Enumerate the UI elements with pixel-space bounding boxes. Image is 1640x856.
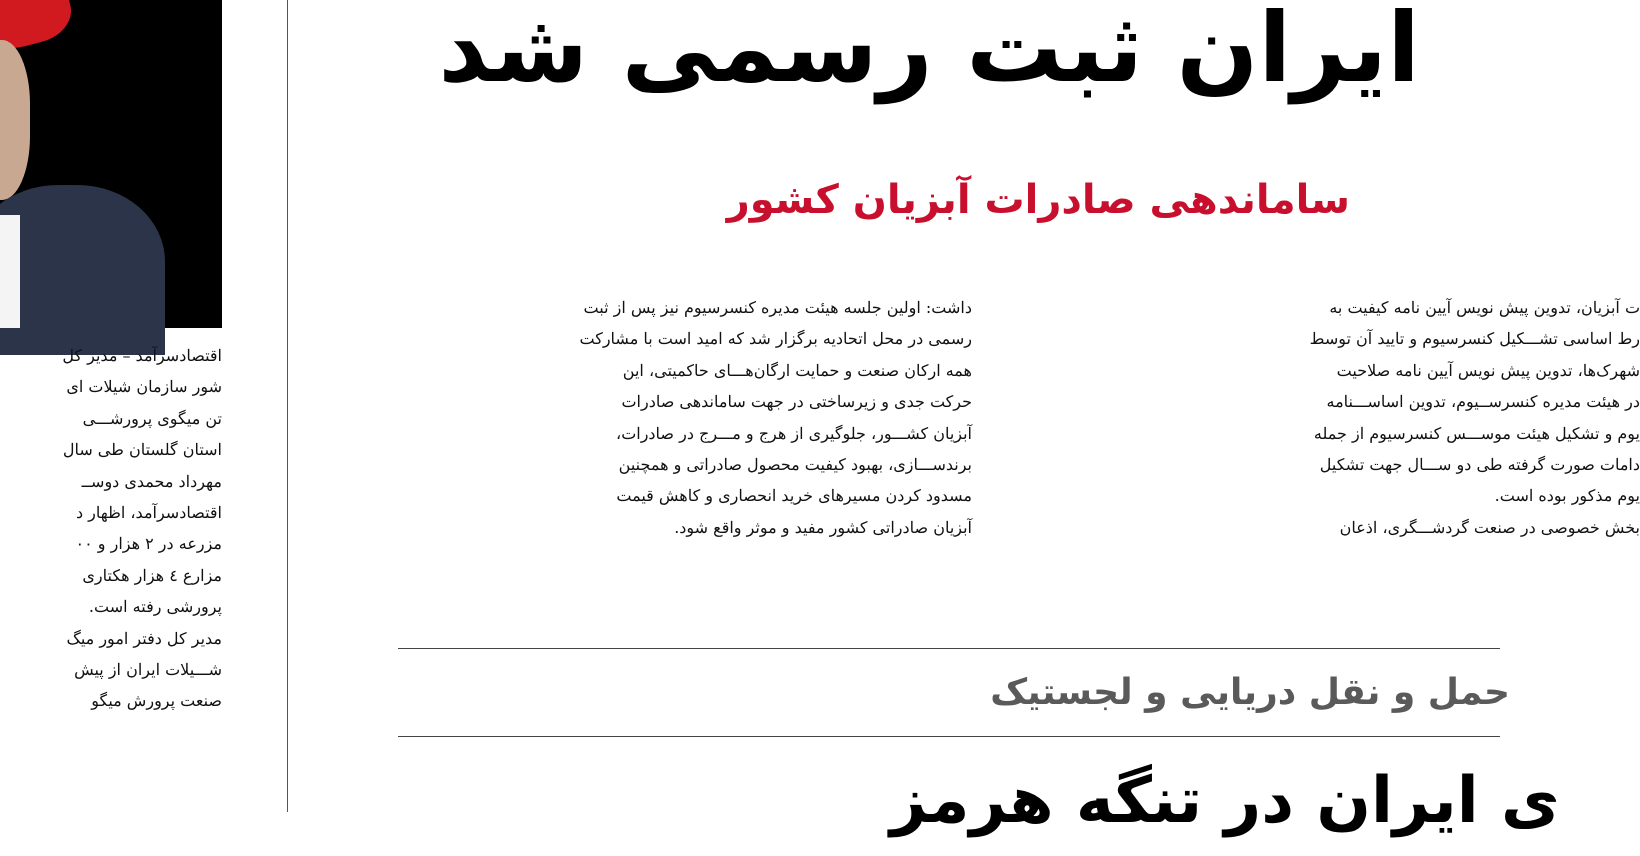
article-line: برندســـازی، بهبود کیفیت محصول صادراتی و همچنین: [618, 454, 972, 474]
article-column-middle: [400, 292, 972, 622]
article-line: آبزیان صادراتی کشور مفید و موثر واقع شود.: [674, 517, 972, 537]
article-line: داشت: اولین جلسه هیئت مدیره کنسرسیوم نیز پس از ثبت: [583, 298, 972, 317]
subheadline: ساماندهی صادرات آبزیان کشور: [726, 177, 1350, 223]
side-article-line: شور سازمان شیلات ای: [66, 377, 222, 397]
bottom-headline: ی ایران در تنگه هرمز: [890, 764, 1560, 838]
section-heading-text: حمل و نقل دریایی و لجستیک: [990, 672, 1510, 713]
side-article-line: تن میگوی پرورشـــی: [82, 408, 222, 428]
side-article-line: مهرداد محمدی دوســ: [81, 471, 222, 491]
article-column-right-inner: [1020, 292, 1640, 537]
column-divider: [287, 0, 288, 812]
side-article-line: اقتصادسرآمد، اظهار د: [75, 502, 222, 522]
article-line: شهرک‌ها، تدوین پیش نویس آیین نامه صلاحیت: [1336, 360, 1640, 380]
side-article-line: اقتصادسرآمد – مدیر کل: [62, 346, 222, 365]
side-article-line: مزرعه در ۲ هزار و ۰۰: [75, 534, 222, 554]
side-article-line: شـــیلات ایران از پیش: [74, 659, 222, 679]
article-line: حرکت جدی و زیرساختی در جهت ساماندهی صادرات: [621, 392, 972, 412]
portrait-photo: [0, 0, 222, 328]
section-rule-bottom: [398, 736, 1500, 737]
article-line: یوم مذکور بوده است.: [1494, 486, 1640, 506]
side-article-line: پرورشی رفته است.: [88, 597, 222, 617]
article-line: دامات صورت گرفته طی دو ســـال جهت تشکیل: [1319, 454, 1640, 474]
side-article-line: صنعت پرورش میگو: [91, 691, 222, 711]
side-article-line: مدیر کل دفتر امور میگ: [66, 628, 222, 648]
photo-shirt-detail: [0, 215, 20, 328]
article-line: رط اساسی تشـــکیل کنسرسیوم و تایید آن توسط: [1309, 329, 1640, 349]
photo-suit-detail: [0, 185, 165, 355]
article-column-right: [1020, 292, 1640, 622]
article-line: مسدود کردن مسیرهای خرید انحصاری و کاهش قیمت: [616, 486, 972, 506]
article-line: یوم و تشکیل هیئت موســـس کنسرسیوم از جمله: [1313, 423, 1640, 443]
side-article: [0, 340, 222, 812]
article-line: همه ارکان صنعت و حمایت ارگان‌هـــای حاکمیتی، این: [622, 360, 972, 380]
side-article-lines: [0, 340, 222, 717]
section-rule-top: [398, 648, 1500, 649]
article-line: در هیئت مدیره کنسرســیوم، تدوین اساســـنامه: [1326, 392, 1640, 412]
article-line: بخش خصوصی در صنعت گردشـــگری، اذعان: [1339, 517, 1640, 537]
article-line: آبزیان کشـــور، جلوگیری از هرج و مـــرج در صادرات،: [616, 423, 972, 443]
side-article-line: استان گلستان طی سال: [62, 440, 222, 460]
section-heading: [560, 665, 1510, 721]
article-line: رسمی در محل اتحادیه برگزار شد که امید است با مشارکت: [579, 329, 972, 349]
photo-face-detail: [0, 40, 30, 200]
main-headline: ایران ثبت رسمی شد: [438, 0, 1420, 104]
side-article-line: مزارع ٤ هزار هکتاری: [82, 565, 222, 585]
article-line: ت آبزیان، تدوین پیش نویس آیین نامه کیفیت به: [1329, 298, 1640, 317]
